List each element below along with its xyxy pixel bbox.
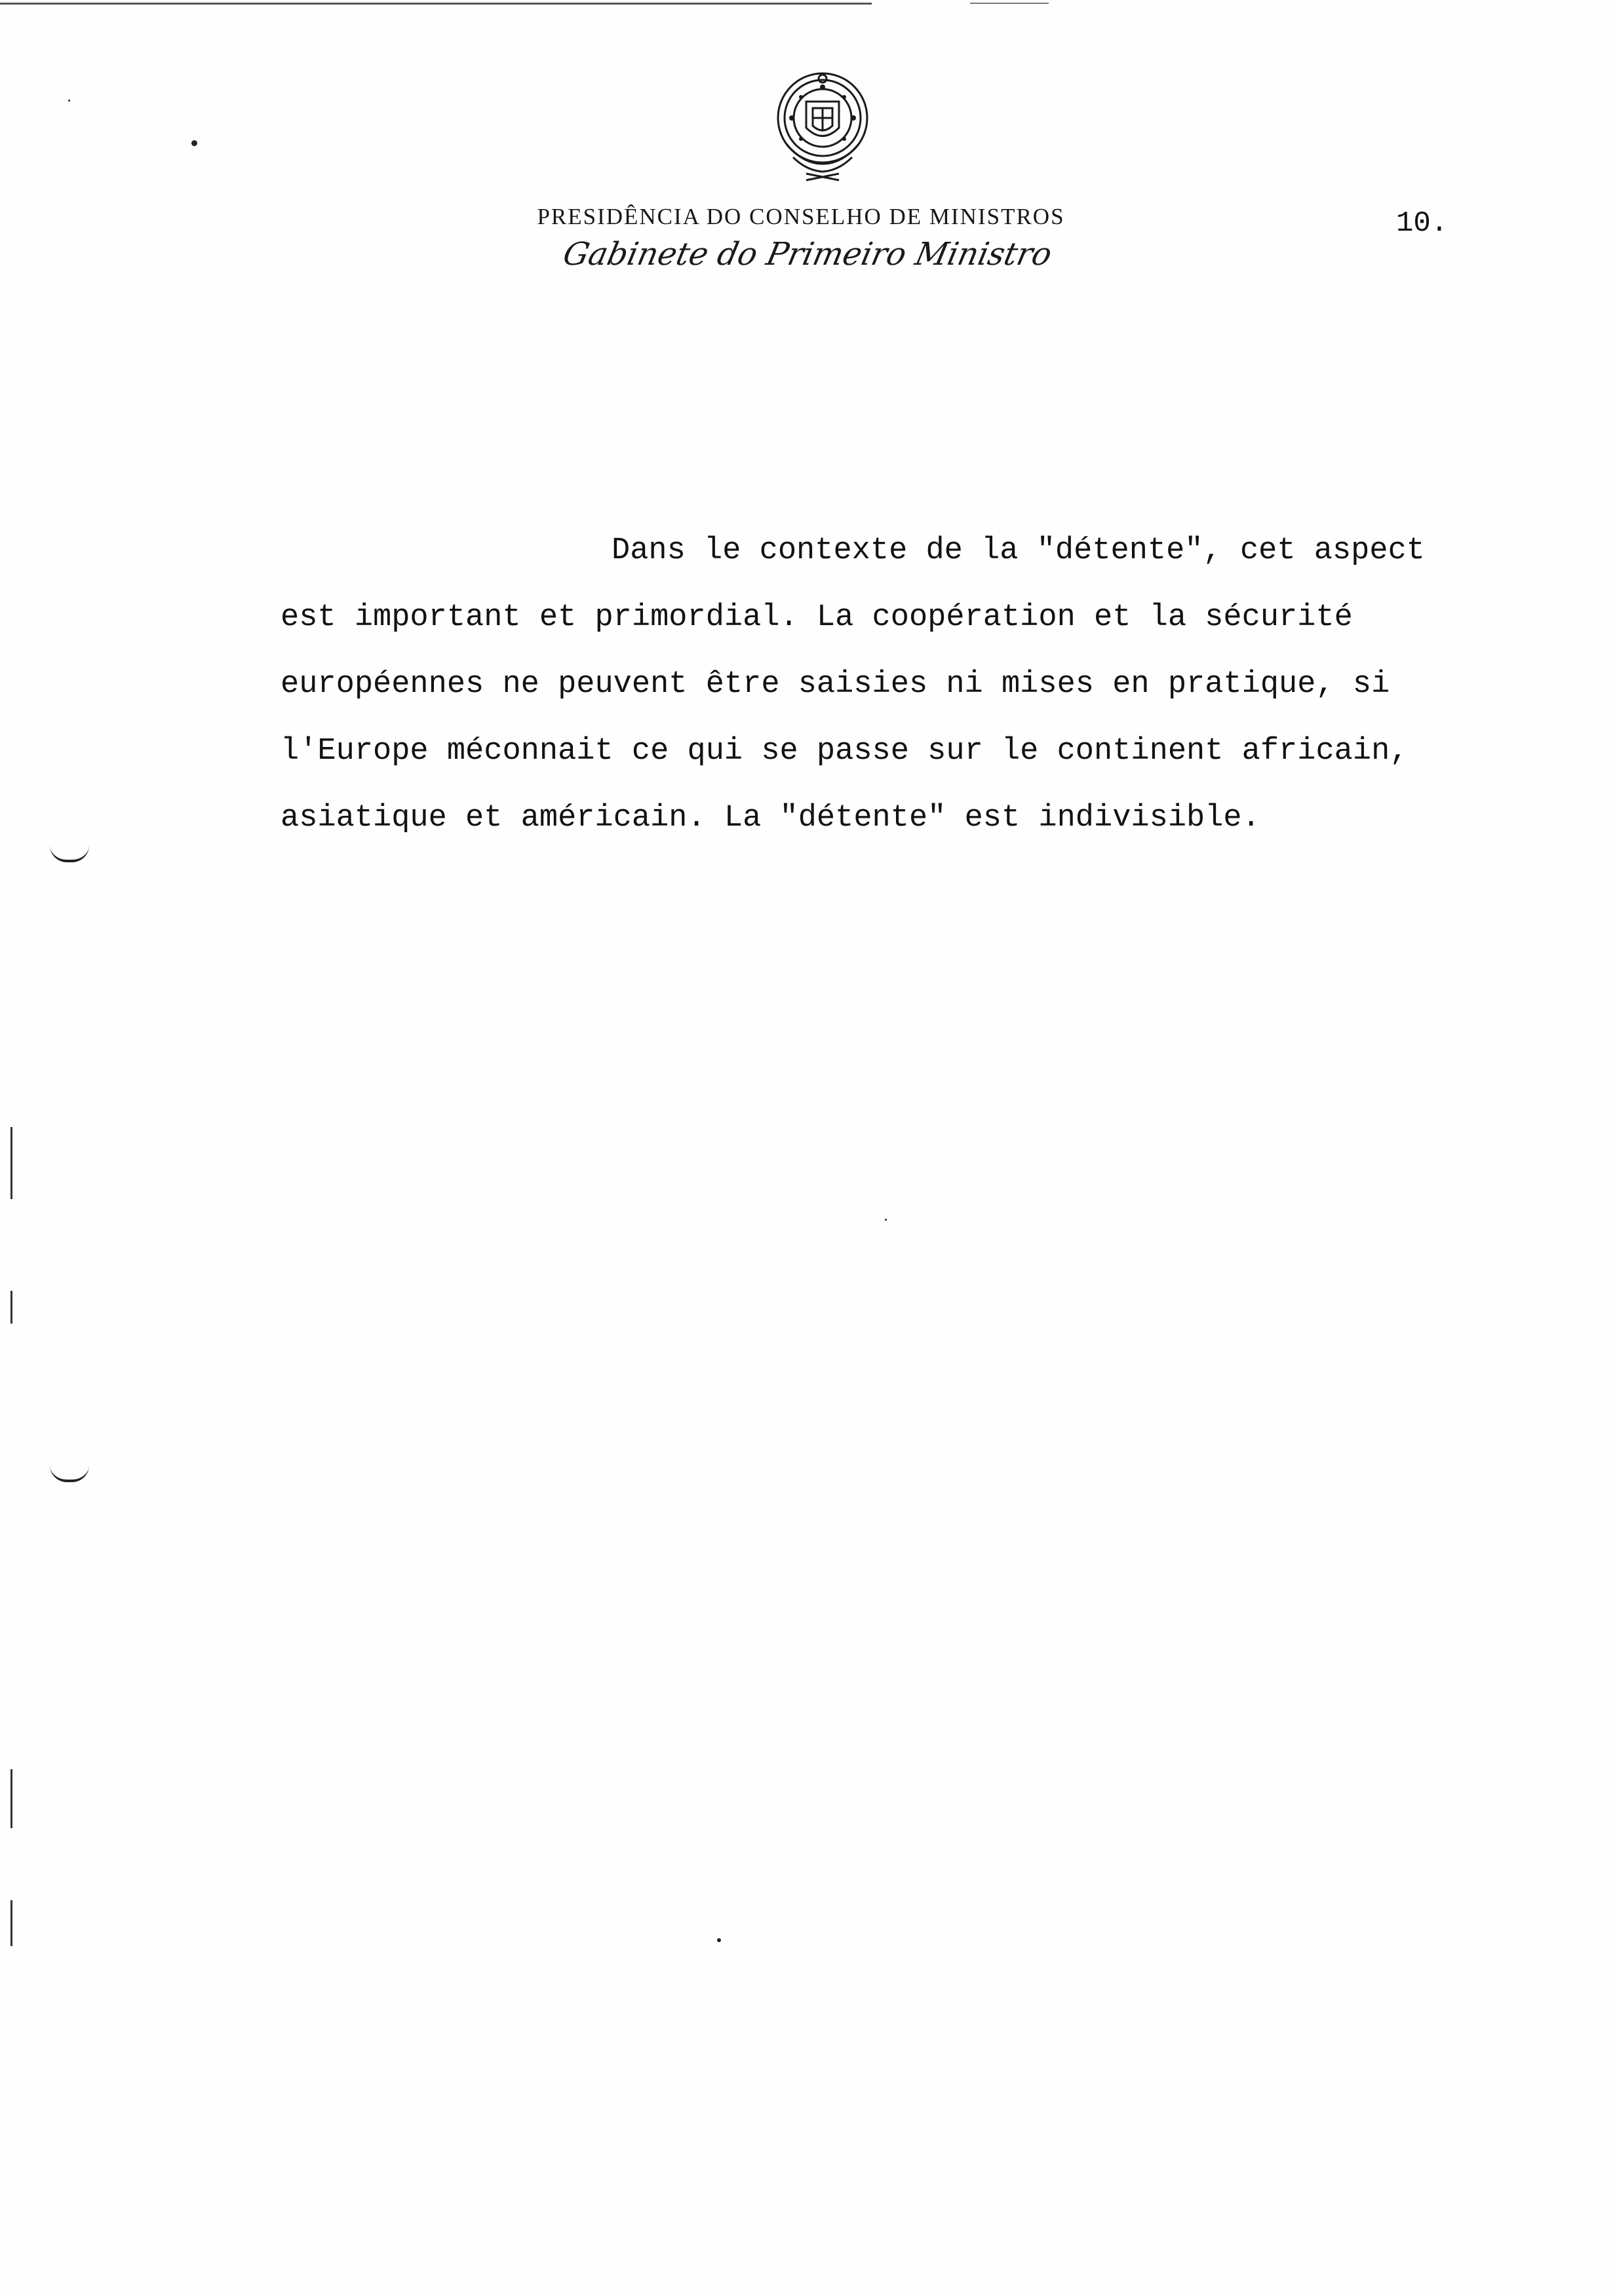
coat-of-arms-emblem: [767, 66, 878, 190]
body-line: Dans le contexte de la "détente", cet aspect: [612, 533, 1426, 568]
body-line: asiatique et américain. La "détente" est indivisible.: [281, 801, 1260, 835]
binder-hole-mark: [50, 845, 89, 862]
scan-speck: [717, 1938, 721, 1942]
organization-name: [0, 204, 1615, 230]
scan-margin-mark: [10, 1769, 12, 1828]
page-number: 10.: [1396, 207, 1449, 240]
scan-speck: [885, 1219, 887, 1221]
scan-margin-mark: [10, 1291, 12, 1324]
organization-name-text: PRESIDÊNCIA DO CONSELHO DE MINISTROS: [537, 204, 1065, 229]
scan-edge-line: [0, 3, 872, 5]
body-paragraph: [281, 518, 1487, 852]
scan-margin-mark: [10, 1127, 12, 1199]
scan-speck: [68, 100, 70, 102]
office-name: Gabinete do Primeiro Ministro: [560, 236, 1055, 273]
body-line: européennes ne peuvent être saisies ni mises en pratique, si: [281, 667, 1390, 702]
scan-edge-line: [970, 3, 1049, 4]
scan-margin-mark: [10, 1900, 12, 1946]
scan-speck: [191, 140, 197, 146]
binder-hole-mark: [50, 1465, 89, 1482]
body-line: est important et primordial. La coopération et la sécurité: [281, 600, 1353, 635]
body-line: l'Europe méconnait ce qui se passe sur le continent africain,: [281, 734, 1409, 769]
